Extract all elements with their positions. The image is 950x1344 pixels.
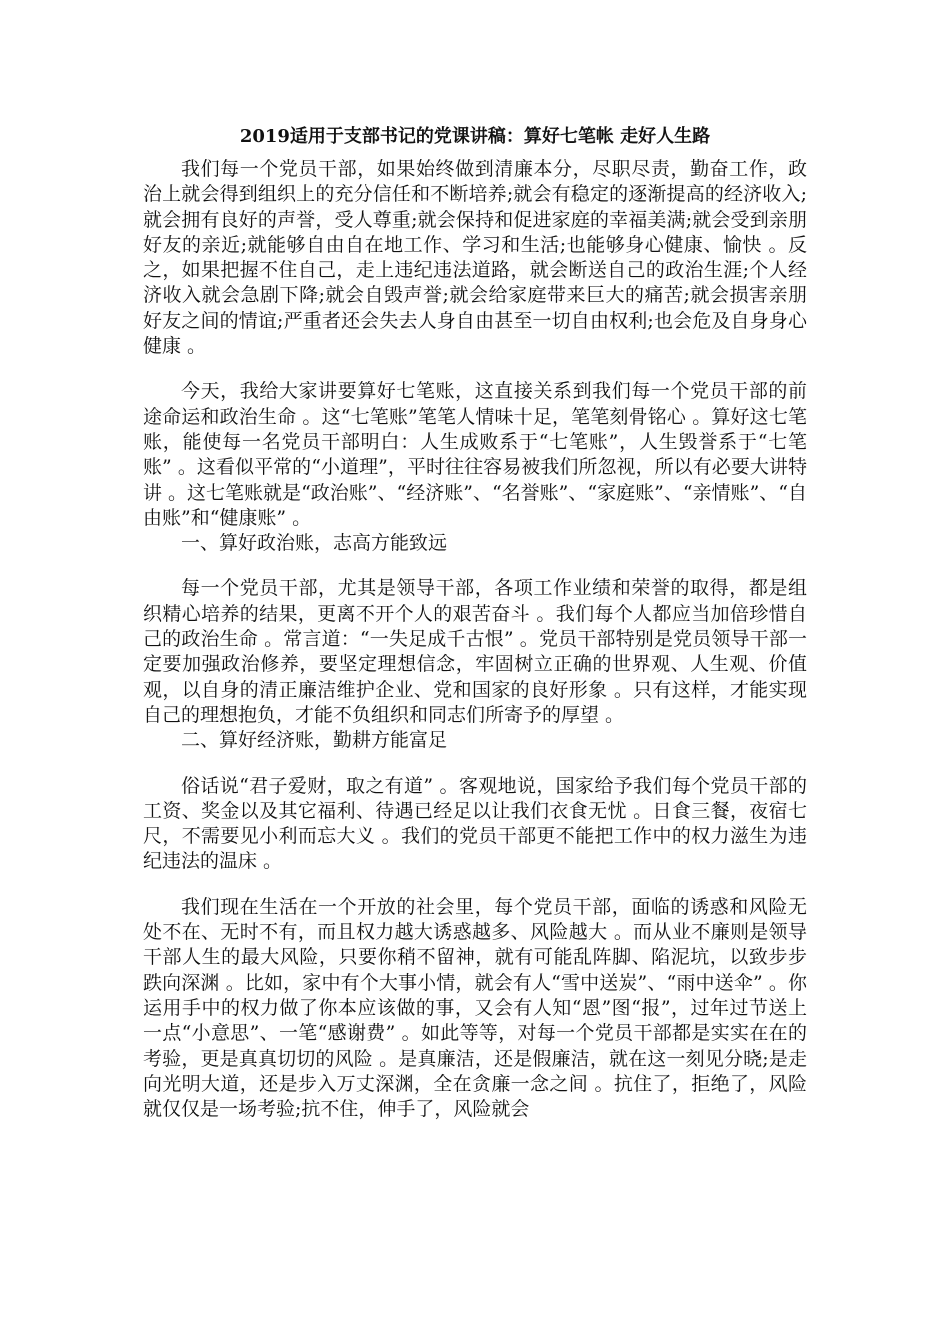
section-heading-political: 一、算好政治账，志高方能致远 <box>181 532 448 555</box>
paragraph-political: 每一个党员干部，尤其是领导干部，各项工作业绩和荣誉的取得，都是组织精心培养的结果，更离不开个人的艰苦奋斗 。我们每个人都应当加倍珍惜自己的政治生命 。常言道：“一失足成千古恨” 。党员干部特别是党员领导干部一定要加强政治修养，要坚定理想信念，牢固树立正确的世界观、人生观、价值观，以自身的清正廉洁维护企业、党和国家的良好形象 。只有这样，才能实现自己的理想抱负，才能不负组织和同志们所寄予的厚望 。 <box>143 577 807 726</box>
section-heading-economic: 二、算好经济账，勤耕方能富足 <box>181 729 448 752</box>
paragraph-temptation: 我们现在生活在一个开放的社会里，每个党员干部，面临的诱惑和风险无处不在、无时不有，而且权力越大诱惑越多、风险越大 。而从业不廉则是领导干部人生的最大风险，只要你稍不留神，就有可能乱阵脚、陷泥坑，以致步步跌向深渊 。比如，家中有个大事小情，就会有人“雪中送炭”、“雨中送伞” 。你运用手中的权力做了你本应该做的事，又会有人知“恩”图“报”，过年过节送上一点“小意思”、一笔“感谢费” 。如此等等，对每一个党员干部都是实实在在的考验，更是真真切切的风险 。是真廉洁，还是假廉洁，就在这一刻见分晓;是走向光明大道，还是步入万丈深渊，全在贪廉一念之间 。抗住了，拒绝了，风险就仅仅是一场考验;抗不住，伸手了，风险就会 <box>143 895 807 1121</box>
document-body <box>143 157 807 1122</box>
paragraph-economic: 俗话说“君子爱财，取之有道” 。客观地说，国家给予我们每个党员干部的工资、奖金以及其它福利、待遇已经足以让我们衣食无忧 。日食三餐，夜宿七尺，不需要见小利而忘大义 。我们的党员干部更不能把工作中的权力滋生为违纪违法的温床 。 <box>143 774 807 873</box>
paragraph-intro: 我们每一个党员干部，如果始终做到清廉本分，尽职尽责，勤奋工作，政治上就会得到组织上的充分信任和不断培养;就会有稳定的逐渐提高的经济收入;就会拥有良好的声誉，受人尊重;就会保持和促进家庭的幸福美满;就会受到亲朋好友的亲近;就能够自由自在地工作、学习和生活;也能够身心健康、愉快 。反之，如果把握不住自己，走上违纪违法道路，就会断送自己的政治生涯;个人经济收入就会急剧下降;就会自毁声誉;就会给家庭带来巨大的痛苦;就会损害亲朋好友之间的情谊;严重者还会失去人身自由甚至一切自由权利;也会危及自身身心健康 。 <box>143 158 807 358</box>
document-title: 2019适用于支部书记的党课讲稿：算好七笔帐 走好人生路 <box>239 126 711 147</box>
paragraph-seven-accounts: 今天，我给大家讲要算好七笔账，这直接关系到我们每一个党员干部的前途命运和政治生命 。这“七笔账”笔笔人情味十足，笔笔刻骨铭心 。算好这七笔账，能使每一名党员干部明白：人生成败系于“七笔账”，人生毁誉系于“七笔账” 。这看似平常的“小道理”，平时往往容易被我们所忽视，所以有必要大讲特讲 。这七笔账就是“政治账”、“经济账”、“名誉账”、“家庭账”、“亲情账”、“自由账”和“健康账” 。 <box>143 380 807 529</box>
